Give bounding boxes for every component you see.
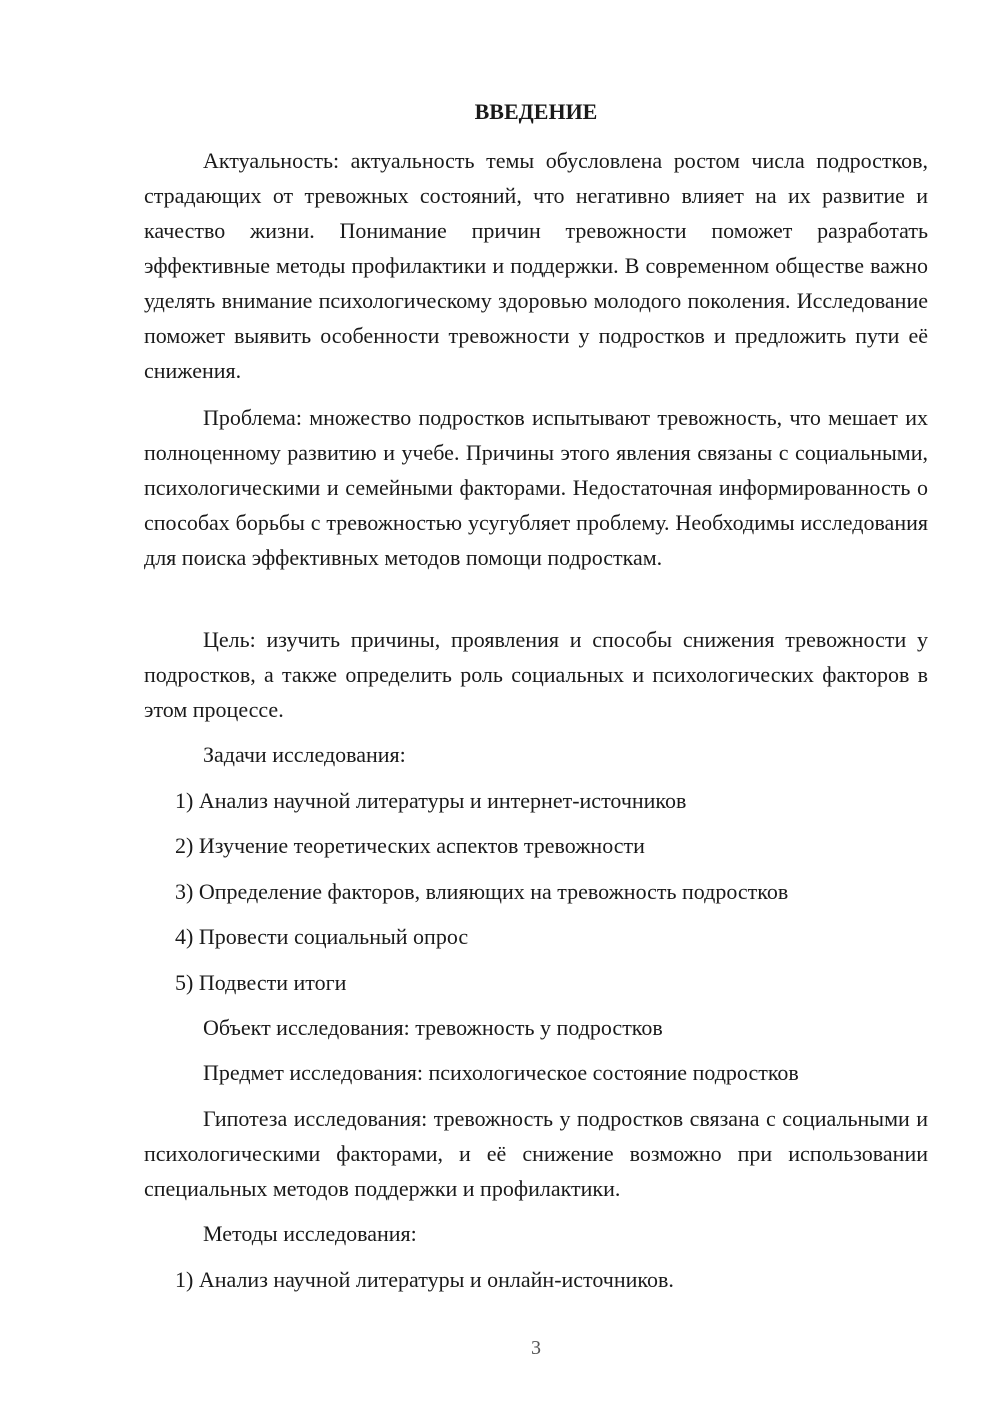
research-subject: Предмет исследования: психологическое состояние подростков (203, 1060, 799, 1085)
relevance-paragraph: Актуальность: актуальность темы обусловлена ростом числа подростков, страдающих от тревожных состояний, что негативно влияет на их развитие и качество жизни. Понимание причин тревожности поможет разработать эффективные методы профилактики и поддержки. В современном обществе важно уделять внимание психологическому здоровью молодого поколения. Исследование поможет выявить особенности тревожности у подростков и предложить пути её снижения. (144, 148, 928, 383)
document-page (144, 0, 928, 1414)
task-item: 5) Подвести итоги (175, 970, 347, 995)
methods-heading: Методы исследования: (203, 1221, 417, 1246)
problem-paragraph: Проблема: множество подростков испытывают тревожность, что мешает их полноценному развитию и учебе. Причины этого явления связаны с социальными, психологическими и семейными факторами. Недостаточная информированность о способах борьбы с тревожностью усугубляет проблему. Необходимы исследования для поиска эффективных методов помощи подросткам. (144, 405, 928, 570)
hypothesis-paragraph: Гипотеза исследования: тревожность у подростков связана с социальными и психологическими факторами, и её снижение возможно при использовании специальных методов поддержки и профилактики. (144, 1106, 928, 1201)
task-item: 1) Анализ научной литературы и интернет-источников (175, 788, 687, 813)
task-item: 4) Провести социальный опрос (175, 924, 469, 949)
method-item: 1) Анализ научной литературы и онлайн-источников. (175, 1267, 674, 1292)
section-title: ВВЕДЕНИЕ (474, 99, 598, 124)
page-number: 3 (531, 1337, 541, 1359)
task-item: 3) Определение факторов, влияющих на тревожность подростков (175, 879, 789, 904)
task-item: 2) Изучение теоретических аспектов тревожности (175, 833, 645, 858)
tasks-heading: Задачи исследования: (203, 742, 406, 767)
goal-paragraph: Цель: изучить причины, проявления и способы снижения тревожности у подростков, а также определить роль социальных и психологических факторов в этом процессе. (144, 627, 928, 722)
research-object: Объект исследования: тревожность у подростков (203, 1015, 663, 1040)
